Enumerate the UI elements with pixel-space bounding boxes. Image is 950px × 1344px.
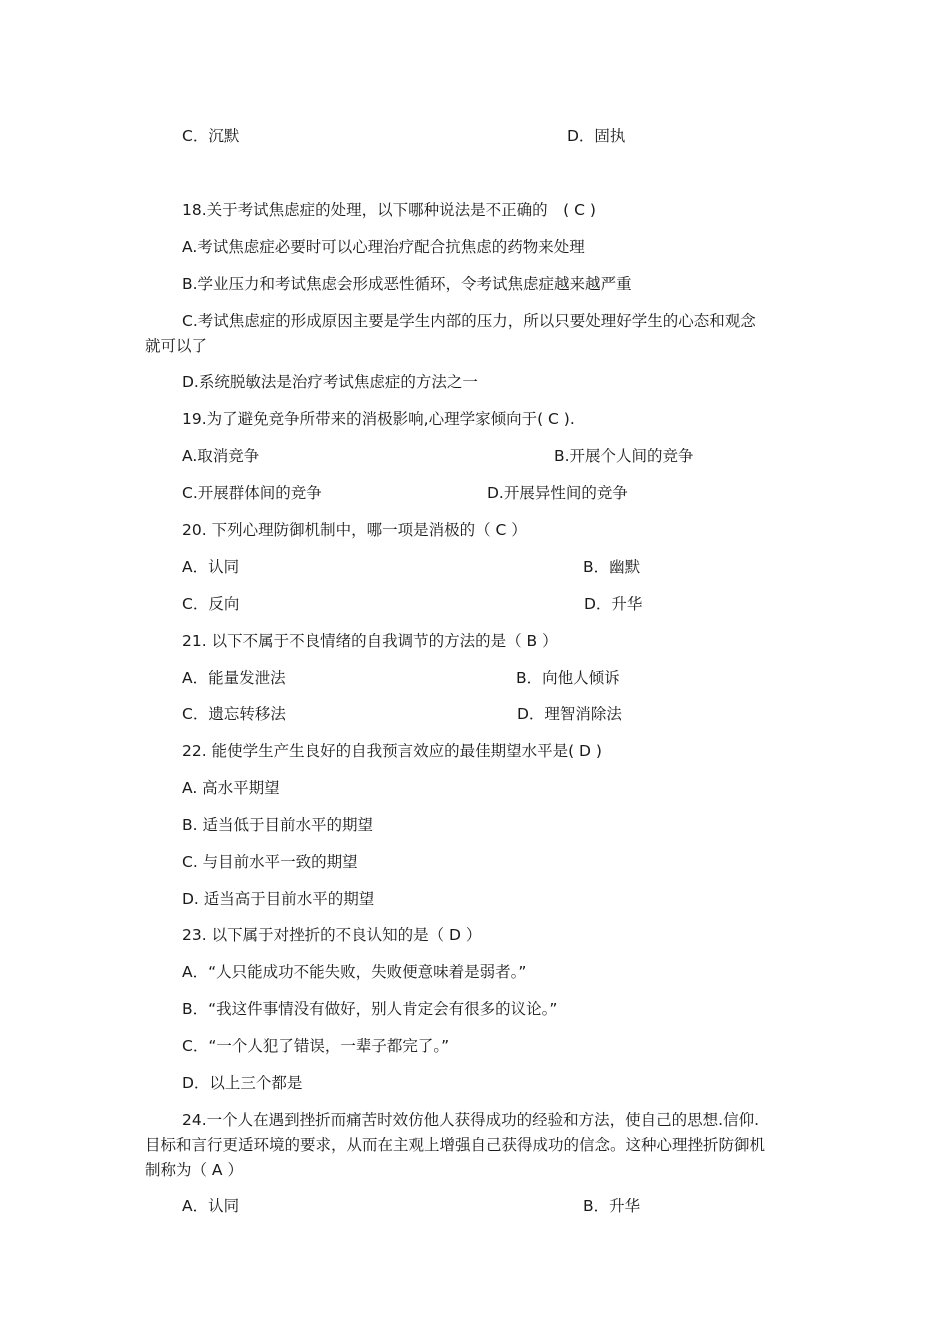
q22-option-c: C. 与目前水平一致的期望 xyxy=(182,853,358,871)
q20-option-b: B．幽默 xyxy=(583,558,641,576)
q19-option-d: D.开展异性间的竞争 xyxy=(487,484,628,502)
q19-option-a: A.取消竞争 xyxy=(182,447,260,465)
question-20: 20. 下列心理防御机制中，哪一项是消极的（ C ） xyxy=(182,521,527,539)
q23-option-b: B．“我这件事情没有做好，别人肯定会有很多的议论。” xyxy=(182,1000,558,1018)
q20-option-c: C．反向 xyxy=(182,595,240,613)
q24-option-b: B．升华 xyxy=(583,1197,641,1215)
q20-option-a: A．认同 xyxy=(182,558,240,576)
q22-option-b: B. 适当低于目前水平的期望 xyxy=(182,816,373,834)
q21-option-b: B．向他人倾诉 xyxy=(516,669,620,687)
q22-option-a: A. 高水平期望 xyxy=(182,779,280,797)
q22-option-d: D. 适当高于目前水平的期望 xyxy=(182,890,375,908)
question-23: 23. 以下属于对挫折的不良认知的是（ D ） xyxy=(182,926,482,944)
question-18: 18.关于考试焦虑症的处理，以下哪种说法是不正确的 ( C ) xyxy=(182,201,596,219)
q23-option-d: D．以上三个都是 xyxy=(182,1074,303,1092)
q21-option-d: D．理智消除法 xyxy=(517,705,622,723)
question-24-line-2: 目标和言行更适环境的要求，从而在主观上增强自己获得成功的信念。这种心理挫折防御机 xyxy=(145,1136,766,1154)
question-24-line-3: 制称为（ A ） xyxy=(145,1161,243,1179)
q18-option-d: D.系统脱敏法是治疗考试焦虑症的方法之一 xyxy=(182,373,478,391)
q19-option-b: B.开展个人间的竞争 xyxy=(554,447,694,465)
q18-option-b: B.学业压力和考试焦虑会形成恶性循环，令考试焦虑症越来越严重 xyxy=(182,275,632,293)
q19-option-c: C.开展群体间的竞争 xyxy=(182,484,322,502)
q18-option-c: C.考试焦虑症的形成原因主要是学生内部的压力，所以只要处理好学生的心态和观念 xyxy=(182,312,756,330)
q24-option-a: A．认同 xyxy=(182,1197,240,1215)
q18-option-c-continued: 就可以了 xyxy=(145,337,208,355)
q20-option-d: D．升华 xyxy=(584,595,643,613)
q23-option-c: C．“一个人犯了错误，一辈子都完了。” xyxy=(182,1037,450,1055)
q18-option-a: A.考试焦虑症必要时可以心理治疗配合抗焦虑的药物来处理 xyxy=(182,238,585,256)
question-21: 21. 以下不属于不良情绪的自我调节的方法的是（ B ） xyxy=(182,632,558,650)
question-24-line-1: 24.一个人在遇到挫折而痛苦时效仿他人获得成功的经验和方法，使自己的思想.信仰. xyxy=(182,1111,760,1129)
question-19: 19.为了避免竞争所带来的消极影响,心理学家倾向于( C ). xyxy=(182,410,575,428)
option-c-silence: C．沉默 xyxy=(182,127,240,145)
q23-option-a: A．“人只能成功不能失败，失败便意味着是弱者。” xyxy=(182,963,527,981)
q21-option-c: C．遗忘转移法 xyxy=(182,705,286,723)
q21-option-a: A．能量发泄法 xyxy=(182,669,286,687)
option-d-stubborn: D．固执 xyxy=(567,127,626,145)
question-22: 22. 能使学生产生良好的自我预言效应的最佳期望水平是( D ) xyxy=(182,742,602,760)
